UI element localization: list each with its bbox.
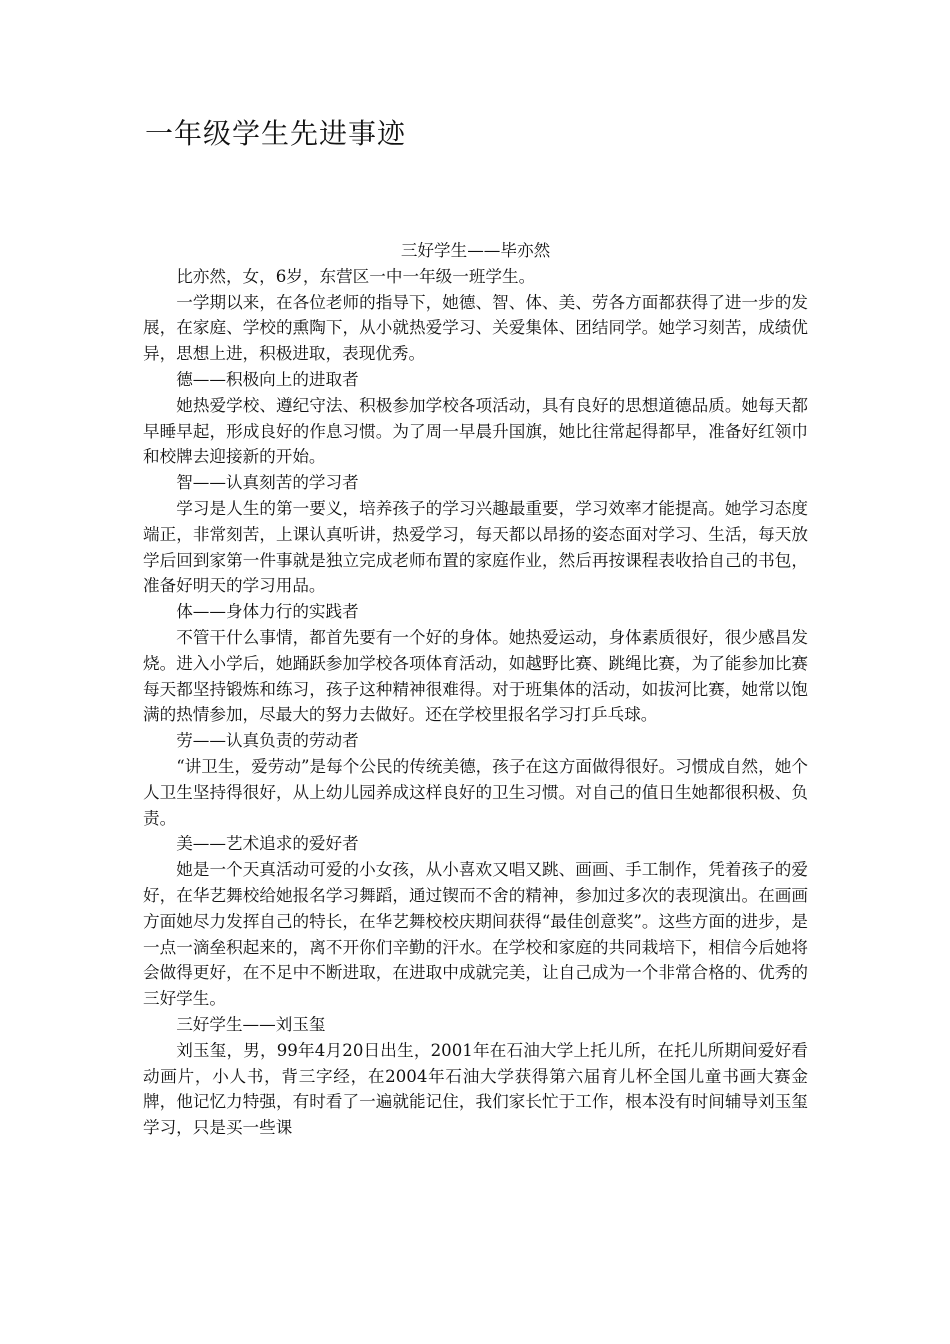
body-paragraph: “讲卫生，爱劳动”是每个公民的传统美德，孩子在这方面做得很好。习惯成自然，她个人卫生坚持得很好，从上幼儿园养成这样良好的卫生习惯。对自己的值日生她都很积极、负责。: [143, 756, 808, 828]
body-paragraph: 比亦然，女，6岁，东营区一中一年级一班学生。: [176, 266, 536, 286]
body-paragraph: 三好学生——刘玉玺: [176, 1014, 326, 1034]
section-heading: 三好学生——毕亦然: [400, 241, 551, 260]
body-paragraph: 体——身体力行的实践者: [176, 602, 359, 622]
body-paragraph: 德——积极向上的进取者: [176, 369, 359, 389]
body-paragraph: 美——艺术追求的爱好者: [176, 834, 359, 854]
body-paragraph: 学习是人生的第一要义，培养孩子的学习兴趣最重要，学习效率才能提高。她学习态度端正，非常刻苦，上课认真听讲，热爱学习，每天都以昂扬的姿态面对学习、生活，每天放学后回到家第一件事就是独立完成老师布置的家庭作业，然后再按课程表收拾自己的书包，准备好明天的学习用品。: [143, 498, 808, 596]
body-paragraph: 她是一个天真活动可爱的小女孩，从小喜欢又唱又跳、画画、手工制作，凭着孩子的爱好，在华艺舞校给她报名学习舞蹈，通过锲而不舍的精神，参加过多次的表现演出。在画画方面她尽力发挥自己的特长，在华艺舞校校庆期间获得“最佳创意奖”。这些方面的进步，是一点一滴垒积起来的，离不开你们辛勤的汗水。在学校和家庭的共同栽培下，相信今后她将会做得更好，在不足中不断进取，在进取中成就完美，让自己成为一个非常合格的、优秀的三好学生。: [143, 860, 808, 1009]
body-paragraph: 一学期以来，在各位老师的指导下，她德、智、体、美、劳各方面都获得了进一步的发展，在家庭、学校的熏陶下，从小就热爱学习、关爱集体、团结同学。她学习刻苦，成绩优异，思想上进，积极进取，表现优秀。: [143, 292, 808, 364]
body-paragraph: 劳——认真负责的劳动者: [176, 731, 359, 751]
document-title: 一年级学生先进事迹: [145, 117, 407, 150]
body-paragraph: 刘玉玺，男，99年4月20日出生，2001年在石油大学上托儿所，在托儿所期间爱好看动画片，小人书，背三字经，在2004年石油大学获得第六届育儿杯全国儿童书画大赛金牌，他记忆力特强，有时看了一遍就能记住，我们家长忙于工作，根本没有时间辅导刘玉玺学习，只是买一些课: [143, 1040, 808, 1138]
body-paragraph: 她热爱学校、遵纪守法、积极参加学校各项活动，具有良好的思想道德品质。她每天都早睡早起，形成良好的作息习惯。为了周一早晨升国旗，她比往常起得都早，准备好红领巾和校牌去迎接新的开始。: [143, 395, 808, 467]
body-paragraph: 不管干什么事情，都首先要有一个好的身体。她热爱运动，身体素质很好，很少感昌发烧。进入小学后，她踊跃参加学校各项体育活动，如越野比赛、跳绳比赛，为了能参加比赛每天都坚持锻炼和练习，孩子这种精神很难得。对于班集体的活动，如拔河比赛，她常以饱满的热情参加，尽最大的努力去做好。还在学校里报名学习打乒乓球。: [143, 627, 808, 725]
body-paragraph: 智——认真刻苦的学习者: [176, 473, 359, 493]
document-body: [143, 238, 808, 1141]
